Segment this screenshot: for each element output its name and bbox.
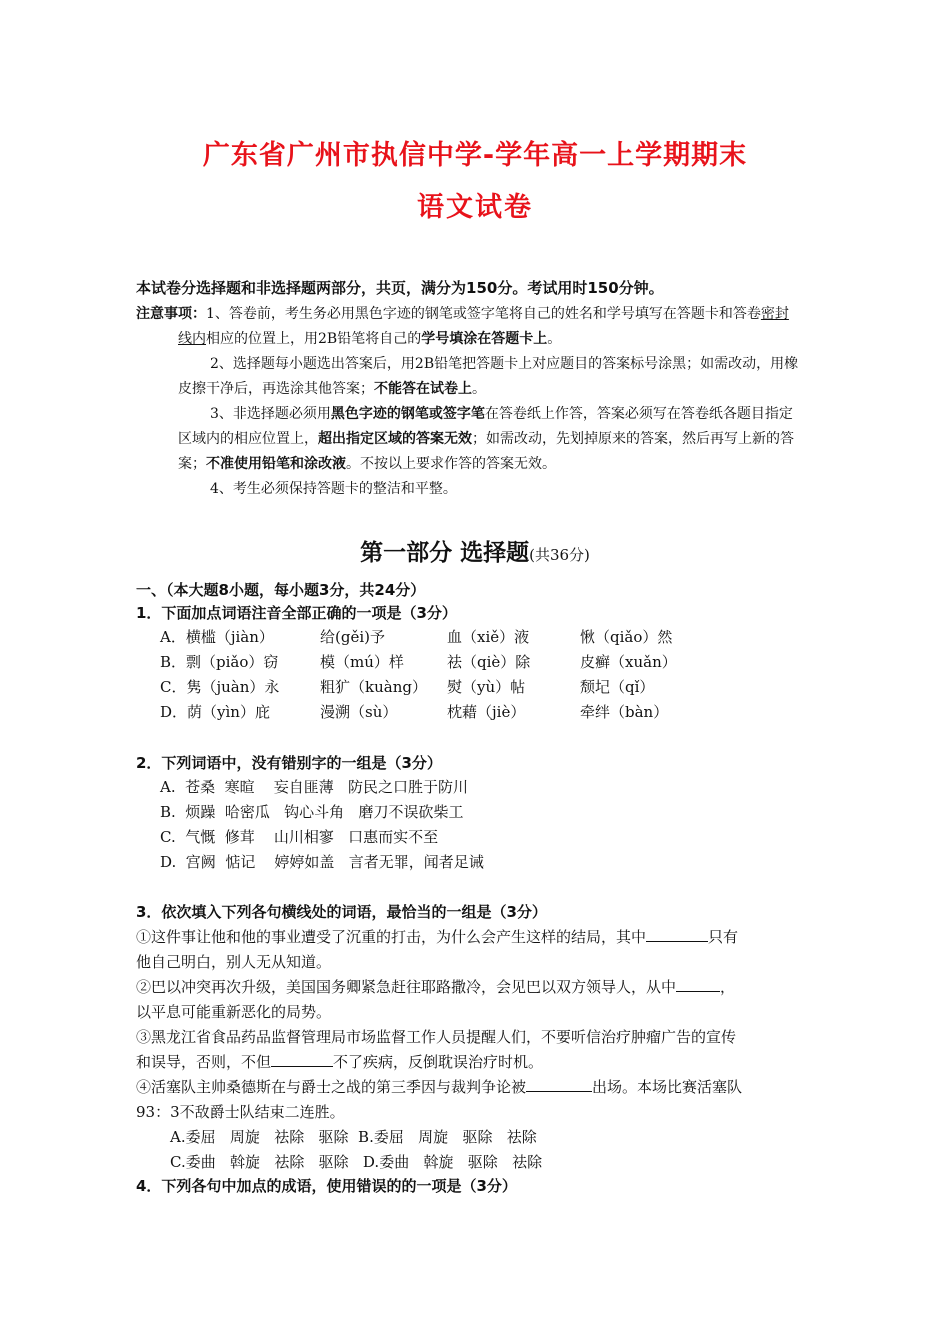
notice-text: 案； — [178, 456, 206, 472]
notice-text: 。不按以上要求作答的答案无效。 — [346, 456, 556, 472]
sentence-text: 93：3不敌爵士队结束二连胜。 — [136, 1103, 345, 1121]
notice-item-3-cont2 — [178, 452, 816, 477]
q3-sentence-1 — [136, 925, 816, 975]
sentence-text: ④活塞队主帅桑德斯在与爵士之战的第三季因与裁判争论被 — [136, 1078, 527, 1096]
sentence-text: 出场。本场比赛活塞队 — [592, 1078, 743, 1096]
notice-underlined: 密封 — [760, 306, 789, 322]
notice-text: 3、非选择题必须用 — [210, 406, 331, 422]
notice-item-2 — [210, 352, 816, 377]
section-title — [0, 534, 950, 567]
notice-underlined: 线内 — [178, 331, 206, 347]
notice-bold: 黑色字迹的钢笔或签字笔 — [330, 406, 485, 422]
notice-bold: 超出指定区域的答案无效 — [318, 431, 472, 447]
notice-item-1 — [136, 302, 816, 327]
notice-bold: 不能答在试卷上 — [374, 381, 472, 397]
question-3-heading: 3．依次填入下列各句横线处的词语，最恰当的一组是（3分） — [136, 903, 547, 921]
q2-option-a: A. 苍桑 寒暄 妄自匪薄 防民之口胜于防川 — [160, 778, 469, 796]
sentence-text: ②巴以冲突再次升级，美国国务卿紧急赶往耶路撒冷，会见巴以双方领导人，从中 — [136, 978, 677, 996]
q2-option-d: D. 宫阙 惦记 婷婷如盖 言者无罪，闻者足诫 — [160, 853, 484, 871]
fill-blank — [676, 977, 720, 992]
q3-sentence-4 — [136, 1075, 816, 1125]
notice-text: 。 — [547, 331, 562, 347]
sentence-text: 以平息可能重新恶化的局势。 — [136, 1003, 332, 1021]
q2-option-c: C. 气慨 修茸 山川相寥 口惠而实不至 — [160, 828, 439, 846]
q3-sentence-2 — [136, 975, 816, 1025]
option-cell: 熨（yù）帖 — [447, 678, 526, 696]
option-cell: 枕藉（jiè） — [447, 703, 526, 721]
notice-text: 皮擦干净后，再选涂其他答案； — [178, 381, 374, 397]
option-cell: 漫溯（sù） — [320, 703, 398, 721]
notice-text: 1、答卷前，考生务必用黑色字迹的钢笔或签字笔将自己的姓名和学号填写在答题卡和答卷 — [206, 306, 761, 322]
option-cell: 血（xiě）液 — [447, 628, 530, 646]
sentence-text: 不了疾病，反倒耽误治疗时机。 — [333, 1053, 544, 1071]
q3-options-row-1: A.委屈 周旋 祛除 驱除 B.委屈 周旋 驱除 祛除 — [170, 1128, 537, 1146]
notice-item-1-cont — [136, 327, 816, 352]
option-cell: 粗犷（kuàng） — [320, 678, 427, 696]
q3-options-row-2: C.委曲 斡旋 祛除 驱除 D.委曲 斡旋 驱除 祛除 — [170, 1153, 543, 1171]
notice-item-4: 4、考生必须保持答题卡的整洁和平整。 — [210, 481, 457, 497]
question-1-heading: 1．下面加点词语注音全部正确的一项是（3分） — [136, 604, 457, 622]
fill-blank — [646, 927, 708, 942]
notice-item-3-cont — [178, 427, 816, 452]
option-cell: 给(gěi)予 — [320, 628, 385, 646]
notice-text: 。 — [472, 381, 486, 397]
option-cell: 颓圮（qǐ） — [580, 678, 655, 696]
option-cell: D．荫（yìn）庇 — [160, 703, 270, 721]
option-cell: A．横槛（jiàn） — [160, 628, 274, 646]
sentence-text: ①这件事让他和他的事业遭受了沉重的打击，为什么会产生这样的结局，其中 — [136, 928, 647, 946]
fill-blank — [526, 1077, 592, 1092]
notice-bold: 学号填涂在答题卡上 — [421, 331, 548, 347]
notice-text: 2、选择题每小题选出答案后，用2B铅笔把答题卡上对应题目的答案标号涂黑；如需改动，用橡 — [210, 356, 799, 372]
sentence-text: 他自己明白，别人无从知道。 — [136, 953, 332, 971]
q3-sentence-3 — [136, 1025, 816, 1075]
option-cell: 愀（qiǎo）然 — [580, 628, 673, 646]
option-cell: 皮癣（xuǎn） — [580, 653, 677, 671]
notice-item-3 — [210, 402, 816, 427]
question-4-heading: 4．下列各句中加点的成语，使用错误的的一项是（3分） — [136, 1177, 517, 1195]
option-cell: C．隽（juàn）永 — [160, 678, 280, 696]
exam-intro: 本试卷分选择题和非选择题两部分，共页，满分为150分。考试用时150分钟。 — [136, 279, 664, 297]
sentence-text: 只有 — [708, 928, 739, 946]
section-title-text: 第一部分 选择题 — [360, 540, 530, 566]
sentence-text: 和误导，否则，不但 — [136, 1053, 272, 1071]
option-cell: 祛（qiè）除 — [447, 653, 531, 671]
fill-blank — [271, 1052, 333, 1067]
part1-heading: 一、（本大题8小题，每小题3分，共24分） — [136, 581, 426, 599]
sentence-text: ③黑龙江省食品药品监督管理局市场监督工作人员提醒人们，不要听信治疗肿瘤广告的宣传 — [136, 1028, 737, 1046]
exam-title: 广东省广州市执信中学-学年高一上学期期末 — [202, 140, 748, 171]
notice-text: 区域内的相应位置上， — [178, 431, 318, 447]
notice-text: 相应的位置上，用2B铅笔将自己的 — [206, 331, 422, 347]
notice-bold: 不准使用铅笔和涂改液 — [206, 456, 346, 472]
notice-text: ；如需改动，先划掉原来的答案，然后再写上新的答 — [472, 431, 794, 447]
notice-text: 在答卷纸上作答，答案必须写在答卷纸各题目指定 — [484, 406, 793, 422]
question-2-heading: 2．下列词语中，没有错别字的一组是（3分） — [136, 754, 442, 772]
exam-subtitle: 语文试卷 — [417, 192, 533, 223]
notice-label: 注意事项： — [136, 306, 206, 322]
option-cell: B．剽（piǎo）窃 — [160, 653, 279, 671]
section-score-note: (共36分) — [529, 546, 590, 564]
sentence-text: ， — [720, 978, 736, 996]
q2-option-b: B. 烦躁 哈密瓜 钩心斗角 磨刀不误砍柴工 — [160, 803, 464, 821]
option-cell: 模（mú）样 — [320, 653, 404, 671]
option-cell: 牵绊（bàn） — [580, 703, 669, 721]
notice-item-2-cont — [178, 377, 816, 402]
